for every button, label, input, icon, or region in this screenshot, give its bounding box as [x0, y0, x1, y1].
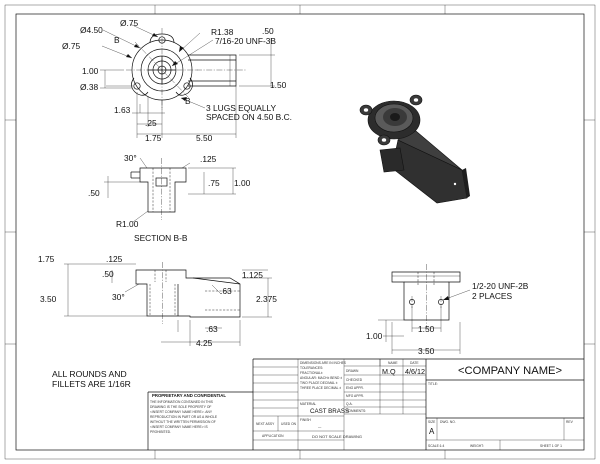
- material-label: MATERIAL: [300, 402, 317, 406]
- dim-1-50-top: 1.50: [270, 80, 287, 90]
- dim-1-50-side: 1.50: [418, 324, 435, 334]
- material-value: CAST BRASS: [310, 408, 350, 415]
- dim-63-lower: .63: [206, 324, 218, 334]
- checked-row-label: CHECKED: [346, 378, 363, 382]
- dim-50-top: .50: [262, 26, 274, 36]
- tolerance-line-3: FRACTIONAL±: [300, 371, 323, 375]
- lugs-note-line-1: 3 LUGS EQUALLY: [206, 103, 277, 113]
- dim-125-section: .125: [200, 154, 217, 164]
- dim-25: .25: [145, 118, 157, 128]
- general-note: [52, 369, 131, 389]
- dim-63-upper: .63: [220, 286, 232, 296]
- section-b-b-title: SECTION B-B: [134, 233, 188, 243]
- dim-1-125: 1.125: [242, 270, 263, 280]
- qa-row-label: Q.A.: [346, 402, 353, 406]
- tolerance-line-2: TOLERANCES:: [300, 366, 324, 370]
- proprietary-line-4: REPRODUCTION IN PART OR AS A WHOLE: [150, 415, 218, 419]
- finish-value: —: [318, 425, 322, 429]
- dim-1-75-top: 1.75: [145, 133, 162, 143]
- size-label: SIZE: [428, 420, 436, 424]
- dwg-no-label: DWG. NO.: [440, 420, 456, 424]
- dim-75-section: .75: [208, 178, 220, 188]
- title-label: TITLE:: [428, 382, 438, 386]
- dim-3-50-front: 3.50: [40, 294, 57, 304]
- dim-1-00-top: 1.00: [82, 66, 99, 76]
- dim-50-section: .50: [88, 188, 100, 198]
- tolerance-line-4: ANGULAR: MACH± BEND ±: [300, 376, 343, 380]
- dim-2-375: 2.375: [256, 294, 277, 304]
- dim-dia-75-left: Ø.75: [62, 41, 81, 51]
- dim-r1-38: R1.38: [211, 27, 234, 37]
- mfg-appr-row-label: MFG APPR.: [346, 394, 364, 398]
- dim-dia-4-50: Ø4.50: [80, 25, 103, 35]
- rounds-note-line-1: ALL ROUNDS AND: [52, 369, 127, 379]
- drawn-initials: M.Q: [382, 367, 396, 376]
- dim-1-63: 1.63: [114, 105, 131, 115]
- used-on-label: USED ON: [281, 422, 297, 426]
- name-column-header: NAME: [388, 361, 398, 365]
- proprietary-line-7: PROHIBITED.: [150, 430, 172, 434]
- dim-125-front: .125: [106, 254, 123, 264]
- dim-50-front: .50: [102, 269, 114, 279]
- proprietary-line-5: WITHOUT THE WRITTEN PERMISSION OF: [150, 420, 216, 424]
- size-value: A: [429, 427, 435, 436]
- eng-appr-row-label: ENG APPR.: [346, 386, 364, 390]
- drawn-row-label: DRAWN: [346, 369, 359, 373]
- proprietary-line-6: <INSERT COMPANY NAME HERE> IS: [150, 425, 208, 429]
- dim-4-25: 4.25: [196, 338, 213, 348]
- tolerance-line-6: THREE PLACE DECIMAL ±: [300, 386, 342, 390]
- rounds-note-line-2: FILLETS ARE 1/16R: [52, 379, 131, 389]
- dim-3-50-side: 3.50: [418, 346, 435, 356]
- date-column-header: DATE: [410, 361, 419, 365]
- thread-callout-side-line-1: 1/2-20 UNF-2B: [472, 281, 529, 291]
- proprietary-line-1: THE INFORMATION CONTAINED IN THIS: [150, 400, 214, 404]
- weight-label: WEIGHT:: [470, 444, 484, 448]
- dim-1-75-front: 1.75: [38, 254, 55, 264]
- company-name: <COMPANY NAME>: [458, 365, 563, 377]
- dim-r1-00-section: R1.00: [116, 219, 139, 229]
- tolerance-line-5: TWO PLACE DECIMAL ±: [300, 381, 338, 385]
- dim-1-00-section: 1.00: [234, 178, 251, 188]
- drawn-date: 4/6/12: [405, 367, 425, 376]
- thread-callout-top: 7/16-20 UNF-3B: [215, 36, 276, 46]
- dim-1-00-side: 1.00: [366, 331, 383, 341]
- finish-label: FINISH: [300, 418, 311, 422]
- rev-label: REV: [566, 420, 573, 424]
- dim-30-deg-front: 30°: [112, 292, 125, 302]
- dim-5-50: 5.50: [196, 133, 213, 143]
- tolerance-line-1: DIMENSIONS ARE IN INCHES: [300, 361, 346, 365]
- proprietary-line-2: DRAWING IS THE SOLE PROPERTY OF: [150, 405, 212, 409]
- scale-label: SCALE:1:4: [428, 444, 445, 448]
- comments-row-label: COMMENTS:: [346, 409, 367, 413]
- section-mark-b-2: B: [185, 96, 191, 106]
- dim-30-deg-section: 30°: [124, 153, 137, 163]
- proprietary-title: PROPRIETARY AND CONFIDENTIAL: [152, 393, 227, 398]
- lugs-note-line-2: SPACED ON 4.50 B.C.: [206, 112, 292, 122]
- dim-dia-75-top: Ø.75: [120, 18, 139, 28]
- section-mark-b-1: B: [114, 35, 120, 45]
- sheet-label: SHEET 1 OF 1: [540, 444, 562, 448]
- proprietary-line-3: <INSERT COMPANY NAME HERE>. ANY: [150, 410, 213, 414]
- do-not-scale-note: DO NOT SCALE DRAWING: [312, 434, 363, 439]
- thread-callout-side-line-2: 2 PLACES: [472, 291, 513, 301]
- next-assy-label: NEXT ASSY: [256, 422, 275, 426]
- dim-dia-38: Ø.38: [80, 82, 99, 92]
- application-label: APPLICATION: [262, 434, 284, 438]
